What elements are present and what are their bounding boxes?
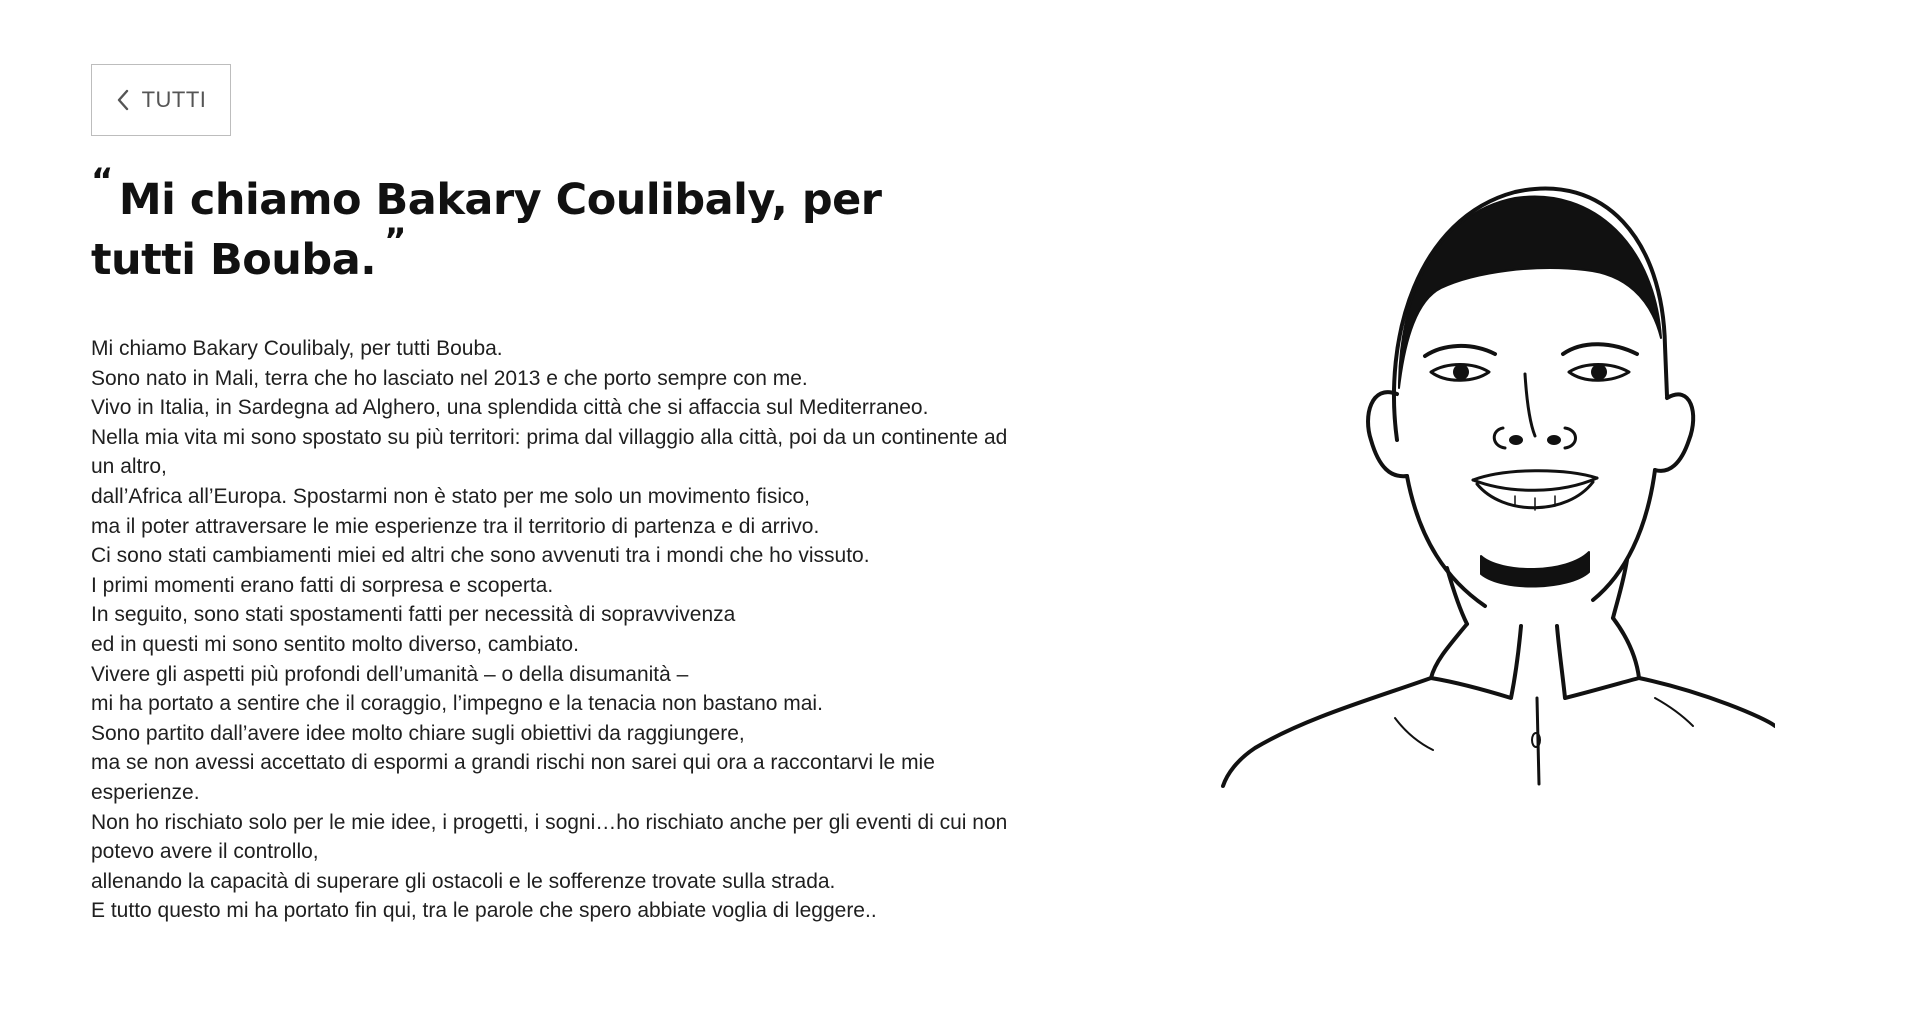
story-line: ed in questi mi sono sentito molto diverso, cambiato. (91, 632, 579, 656)
story-line: Non ho rischiato solo per le mie idee, i progetti, i sogni…ho rischiato anche per gli eventi di cui non potevo avere il controllo, (91, 810, 1008, 864)
close-quote-mark: ” (384, 221, 406, 261)
page-title (91, 161, 991, 290)
story-line: ma se non avessi accettato di espormi a grandi rischi non sarei qui ora a raccontarvi le mie esperienze. (91, 751, 935, 804)
portrait-drawing (1185, 178, 1775, 798)
story-line: Vivere gli aspetti più profondi dell’umanità – o della disumanità – (91, 662, 689, 686)
open-quote-mark: “ (91, 161, 113, 201)
story-line: In seguito, sono stati spostamenti fatti per necessità di sopravvivenza (91, 603, 736, 627)
story-line: Sono nato in Mali, terra che ho lasciato nel 2013 e che porto sempre con me. (91, 366, 808, 390)
back-button-label: TUTTI (141, 87, 207, 112)
story-line: Nella mia vita mi sono spostato su più territori: prima dal villaggio alla città, poi da un continente ad un altro, (91, 425, 1008, 479)
story-text (91, 334, 1011, 926)
story-line: mi ha portato a sentire che il coraggio, l’impegno e la tenacia non bastano mai. (91, 692, 823, 716)
story-line: I primi momenti erano fatti di sorpresa e scoperta. (91, 573, 554, 597)
story-line: E tutto questo mi ha portato fin qui, tra le parole che spero abbiate voglia di leggere.. (91, 899, 877, 923)
headline-text: Mi chiamo Bakary Coulibaly, per tutti Bouba. (91, 175, 882, 285)
chevron-left-icon (116, 89, 130, 111)
story-line: Ci sono stati cambiamenti miei ed altri che sono avvenuti tra i mondi che ho vissuto. (91, 544, 870, 568)
story-line: dall’Africa all’Europa. Spostarmi non è stato per me solo un movimento fisico, (91, 484, 811, 508)
story-line: ma il poter attraversare le mie esperienze tra il territorio di partenza e di arrivo. (91, 514, 820, 538)
story-line: Sono partito dall’avere idee molto chiare sugli obiettivi da raggiungere, (91, 721, 745, 745)
story-line: Vivo in Italia, in Sardegna ad Alghero, una splendida città che si affaccia sul Mediterraneo. (91, 396, 929, 420)
back-to-all-button[interactable] (91, 64, 231, 136)
story-line: Mi chiamo Bakary Coulibaly, per tutti Bouba. (91, 337, 503, 360)
story-line: allenando la capacità di superare gli ostacoli e le sofferenze trovate sulla strada. (91, 869, 836, 893)
